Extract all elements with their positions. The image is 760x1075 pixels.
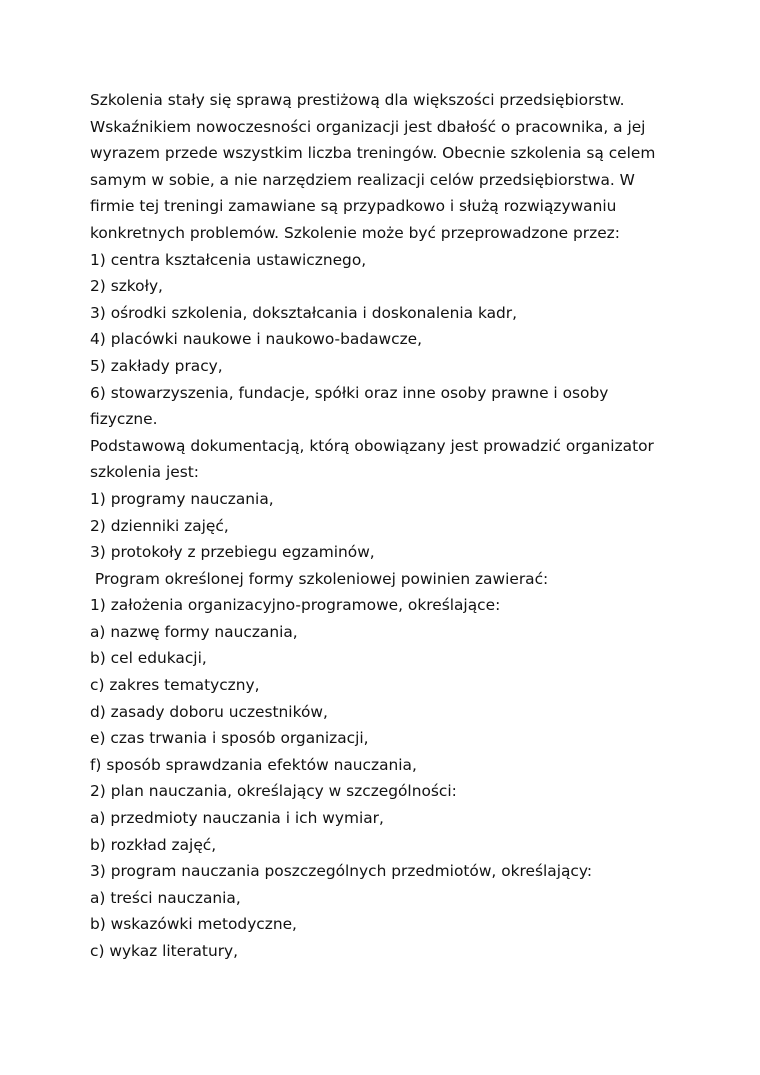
list-item: 2) plan nauczania, określający w szczególności: bbox=[90, 782, 457, 801]
list-item: fizyczne. bbox=[90, 410, 158, 429]
text-line: konkretnych problemów. Szkolenie może być przeprowadzone przez: bbox=[90, 223, 620, 242]
list-item: 2) dzienniki zajęć, bbox=[90, 516, 229, 535]
list-item: 1) założenia organizacyjno-programowe, określające: bbox=[90, 596, 501, 615]
list-item: 6) stowarzyszenia, fundacje, spółki oraz inne osoby prawne i osoby bbox=[90, 383, 609, 402]
document-body bbox=[90, 87, 690, 965]
list-item: 1) programy nauczania, bbox=[90, 489, 274, 508]
list-item: 1) centra kształcenia ustawicznego, bbox=[90, 250, 367, 269]
list-item: c) wykaz literatury, bbox=[90, 942, 239, 960]
list-item: 5) zakłady pracy, bbox=[90, 356, 223, 375]
list-item: 4) placówki naukowe i naukowo-badawcze, bbox=[90, 330, 423, 349]
list-item: 3) protokoły z przebiegu egzaminów, bbox=[90, 543, 375, 562]
list-item: b) cel edukacji, bbox=[90, 649, 207, 668]
text-line: samym w sobie, a nie narzędziem realizacji celów przedsiębiorstwa. W bbox=[90, 170, 635, 189]
text-line: wyrazem przede wszystkim liczba treningów. Obecnie szkolenia są celem bbox=[90, 144, 656, 163]
text-line: Szkolenia stały się sprawą prestiżową dla większości przedsiębiorstw. bbox=[90, 91, 625, 109]
list-item: a) przedmioty nauczania i ich wymiar, bbox=[90, 809, 384, 828]
list-item: b) wskazówki metodyczne, bbox=[90, 915, 297, 934]
list-item: c) zakres tematyczny, bbox=[90, 676, 260, 695]
list-item: a) treści nauczania, bbox=[90, 888, 241, 907]
list-item: 2) szkoły, bbox=[90, 277, 163, 296]
list-item: f) sposób sprawdzania efektów nauczania, bbox=[90, 755, 417, 774]
list-item: a) nazwę formy nauczania, bbox=[90, 622, 298, 641]
list-item: e) czas trwania i sposób organizacji, bbox=[90, 729, 369, 748]
list-item: b) rozkład zajęć, bbox=[90, 835, 217, 854]
text-line: szkolenia jest: bbox=[90, 463, 199, 482]
list-item: d) zasady doboru uczestników, bbox=[90, 702, 328, 721]
text-line: Program określonej formy szkoleniowej powinien zawierać: bbox=[90, 569, 549, 588]
text-line: firmie tej treningi zamawiane są przypadkowo i służą rozwiązywaniu bbox=[90, 197, 617, 216]
text-line: Podstawową dokumentacją, którą obowiązany jest prowadzić organizator bbox=[90, 436, 654, 455]
text-line: Wskaźnikiem nowoczesności organizacji jest dbałość o pracownika, a jej bbox=[90, 117, 646, 136]
list-item: 3) program nauczania poszczególnych przedmiotów, określający: bbox=[90, 862, 593, 881]
list-item: 3) ośrodki szkolenia, dokształcania i doskonalenia kadr, bbox=[90, 303, 518, 322]
